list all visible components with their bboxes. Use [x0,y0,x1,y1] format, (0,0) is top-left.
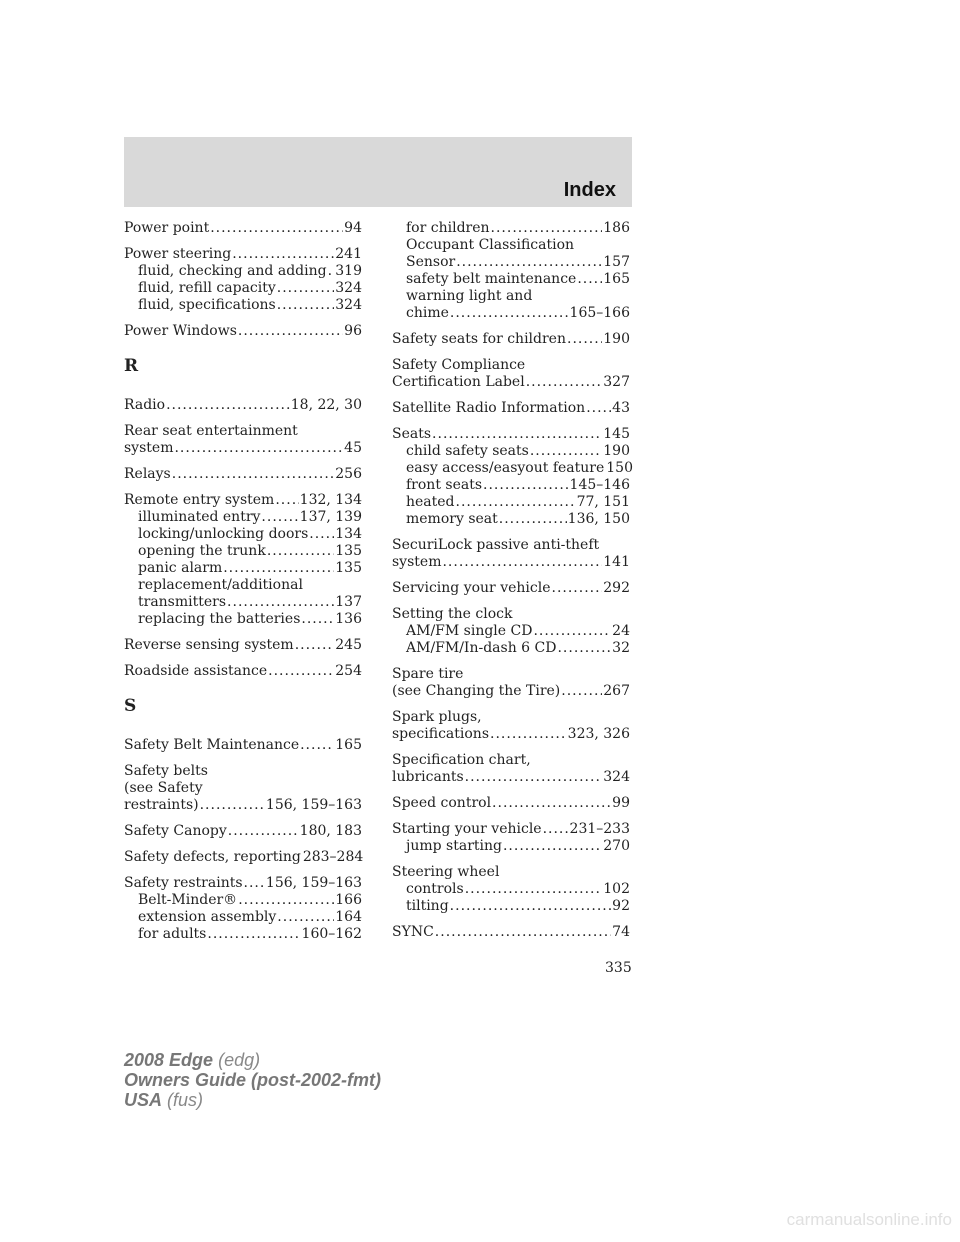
entry-text: replacing the batteries [138,611,301,627]
entry-text: jump starting [406,838,502,854]
entry-page-ref: 165 [603,271,630,287]
entry-text: (see Changing the Tire) [392,683,561,699]
index-entry [124,323,362,340]
entry-page-ref: 141 [603,554,630,570]
entry-page-ref: 156, 159–163 [265,875,362,891]
leader-dots [533,623,611,640]
index-entry [124,466,362,483]
index-entry [392,666,630,700]
index-entry-line [124,246,362,263]
index-entry-line [392,924,630,941]
footer-market: USA [124,1090,163,1110]
entry-text: Certification Label [392,374,525,390]
index-entry [392,752,630,786]
index-entry-line [392,821,630,838]
entry-text: panic alarm [138,560,223,576]
leader-dots [227,594,334,611]
leader-dots [277,297,335,314]
index-subentry-line [392,237,630,254]
footer-guide: Owners Guide (post-2002-fmt) [124,1070,382,1090]
entry-page-ref: 292 [603,580,630,596]
index-entry-line [124,780,362,797]
leader-dots [277,909,334,926]
entry-text: for children [406,220,490,236]
entry-text: illuminated entry [138,509,261,525]
entry-text: controls [406,881,464,897]
index-entry-line [124,637,362,654]
index-subentry-line [124,297,362,314]
leader-dots [200,797,265,814]
entry-text: chime [406,305,449,321]
leader-dots [174,440,343,457]
index-entry-line [124,797,362,814]
leader-dots [499,511,567,528]
entry-page-ref: 136 [335,611,362,627]
entry-text: Safety Compliance [392,357,526,373]
entry-page-ref: 74 [612,924,630,940]
entry-text: Spark plugs, [392,709,482,725]
entry-text: Satellite Radio Information [392,400,586,416]
index-column-right [392,220,633,950]
index-entry [124,220,362,237]
index-entry [124,823,362,840]
index-entry-line [392,606,630,623]
entry-text: SecuriLock passive anti-theft [392,537,600,553]
entry-page-ref: 190 [603,331,630,347]
leader-dots [490,726,567,743]
entry-page-ref: 256 [335,466,362,482]
index-entry-line [124,397,362,414]
leader-dots [465,769,603,786]
index-entry-line [392,426,630,443]
entry-text: heated [406,494,455,510]
footer-line-2 [124,1070,381,1090]
entry-page-ref: 150 [606,460,633,476]
leader-dots [300,737,334,754]
leader-dots [450,305,569,322]
entry-text: Remote entry system [124,492,275,508]
entry-text: system [124,440,174,456]
index-entry-line [392,864,630,881]
entry-page-ref: 137 [335,594,362,610]
leader-dots [268,663,334,680]
index-subentry-line [124,280,362,297]
index-subentry-line [392,511,630,528]
entry-text: Safety belts [124,763,208,779]
entry-text: Belt-Minder® [138,892,238,908]
entry-page-ref: 135 [335,560,362,576]
leader-dots [435,924,611,941]
entry-page-ref: 92 [612,898,630,914]
leader-dots [301,611,334,628]
leader-dots [295,637,335,654]
index-entry [392,864,630,915]
entry-text: replacement/additional [138,577,303,593]
entry-page-ref: 102 [603,881,630,897]
index-entry-line [392,769,630,786]
entry-text: extension assembly [138,909,277,925]
index-entry [124,246,362,314]
leader-dots [309,526,334,543]
leader-dots [166,397,290,414]
section-title: Index [563,179,616,201]
leader-dots [586,400,611,417]
footer-line-1 [124,1050,381,1070]
leader-dots [577,271,602,288]
entry-page-ref: 324 [603,769,630,785]
entry-page-ref: 324 [335,297,362,313]
footer-model: 2008 Edge [124,1050,214,1070]
index-subentry-line [124,926,362,943]
entry-text: Spare tire [392,666,464,682]
index-entry [392,331,630,348]
entry-text: Safety Canopy [124,823,227,839]
entry-page-ref: 323, 326 [567,726,630,742]
index-entry-line [392,331,630,348]
leader-dots [277,280,335,297]
index-entry-line [124,466,362,483]
leader-dots [210,220,343,237]
index-subentry-line [392,443,630,460]
index-subentry-line [392,494,630,511]
entry-text: for adults [138,926,207,942]
footer-line-3 [124,1090,381,1110]
entry-text: fluid, refill capacity [138,280,276,296]
entry-page-ref: 132, 134 [299,492,362,508]
leader-dots [328,263,335,280]
index-subentry-line [392,477,630,494]
index-entry [124,849,362,866]
entry-text: Power point [124,220,210,236]
index-entry-line [392,554,630,571]
leader-dots [238,323,343,340]
index-subentry-line [392,460,633,477]
entry-page-ref: 145 [603,426,630,442]
entry-page-ref: 324 [335,280,362,296]
entry-text: easy access/easyout feature [406,460,605,476]
entry-text: Reverse sensing system [124,637,294,653]
index-subentry-line [392,305,630,322]
index-subentry-line [392,881,630,898]
entry-page-ref: 134 [335,526,362,542]
index-entry-line [392,580,630,597]
footer-model-code: (edg) [218,1050,261,1070]
index-entry [124,737,362,754]
entry-page-ref: 327 [603,374,630,390]
entry-text: Safety defects, reporting [124,849,301,865]
entry-text: Occupant Classification [406,237,575,253]
leader-dots [567,331,602,348]
index-entry-line [124,875,362,892]
leader-dots [456,494,576,511]
index-subentry-line [392,288,630,305]
index-entry-line [124,849,362,866]
index-entry [124,763,362,814]
entry-page-ref: 165 [335,737,362,753]
leader-dots [456,254,602,271]
entry-text: Rear seat entertainment [124,423,298,439]
entry-text: Power steering [124,246,232,262]
entry-page-ref: 231–233 [569,821,630,837]
index-entry [124,637,362,654]
index-entry [124,397,362,414]
entry-page-ref: 180, 183 [299,823,362,839]
entry-page-ref: 270 [603,838,630,854]
index-entry [124,663,362,680]
index-entry-line [124,663,362,680]
index-entry-line [124,220,362,237]
entry-text: system [392,554,442,570]
entry-page-ref: 157 [603,254,630,270]
entry-text: warning light and [406,288,533,304]
entry-text: transmitters [138,594,227,610]
index-subentry-line [392,640,630,657]
entry-text: safety belt maintenance [406,271,577,287]
index-entry-line [124,737,362,754]
entry-text: SYNC [392,924,434,940]
entry-page-ref: 135 [335,543,362,559]
entry-text: Specification chart, [392,752,531,768]
entry-text: Safety Belt Maintenance [124,737,300,753]
entry-text: Safety restraints [124,875,243,891]
watermark: carmanualsonline.info [786,1210,952,1229]
entry-text: Radio [124,397,166,413]
entry-page-ref: 96 [344,323,362,339]
leader-dots [503,838,602,855]
index-entry [124,423,362,457]
page-number: 335 [605,960,632,976]
entry-page-ref: 32 [612,640,630,656]
entry-page-ref: 254 [335,663,362,679]
index-entry [392,426,633,528]
index-subentry-line [124,909,362,926]
entry-text: lubricants [392,769,464,785]
leader-dots [232,246,334,263]
leader-dots [228,823,299,840]
index-entry-line [392,537,630,554]
index-entry-line [392,726,630,743]
index-entry [124,875,362,943]
leader-dots [483,477,569,494]
index-entry-line [124,440,362,457]
entry-text: Steering wheel [392,864,500,880]
entry-text: (see Safety [124,780,203,796]
index-entry-line [124,823,362,840]
footer [124,1050,381,1110]
index-entry [392,357,630,391]
index-entry [392,924,630,941]
entry-text: Setting the clock [392,606,513,622]
index-entry [392,821,630,855]
entry-page-ref: 319 [335,263,362,279]
entry-text: Relays [124,466,171,482]
index-subentry-line [124,509,362,526]
entry-page-ref: 245 [335,637,362,653]
index-subentry-line [392,623,630,640]
index-entry [392,795,630,812]
section-letter: R [124,356,139,376]
index-entry [124,492,362,628]
entry-page-ref: 156, 159–163 [265,797,362,813]
entry-text: Seats [392,426,432,442]
section-letter: S [124,696,137,716]
index-entry [392,606,630,657]
index-subentry-line [392,898,630,915]
entry-text: opening the trunk [138,543,266,559]
index-subentry-line [124,611,362,628]
entry-text: memory seat [406,511,498,527]
entry-page-ref: 160–162 [301,926,362,942]
index-entry-line [124,423,362,440]
index-subentry-line [124,263,362,280]
index-subentry-line [392,838,630,855]
entry-text: front seats [406,477,483,493]
leader-dots [530,443,602,460]
entry-page-ref: 94 [344,220,362,236]
leader-dots [442,554,602,571]
entry-page-ref: 165–166 [569,305,630,321]
index-entry [392,220,630,322]
entry-page-ref: 267 [603,683,630,699]
leader-dots [267,543,334,560]
entry-page-ref: 99 [612,795,630,811]
leader-dots [207,926,300,943]
leader-dots [543,821,569,838]
index-subentry-line [124,892,362,909]
index-entry [392,580,630,597]
entry-text: specifications [392,726,490,742]
leader-dots [244,875,265,892]
entry-text: Power Windows [124,323,237,339]
leader-dots [491,220,603,237]
footer-market-code: (fus) [167,1090,204,1110]
leader-dots [275,492,298,509]
entry-page-ref: 186 [603,220,630,236]
entry-page-ref: 190 [603,443,630,459]
index-entry-line [392,357,630,374]
entry-page-ref: 24 [612,623,630,639]
entry-page-ref: 43 [612,400,630,416]
leader-dots [526,374,603,391]
entry-text: fluid, checking and adding [138,263,327,279]
entry-text: Safety seats for children [392,331,566,347]
index-subentry-line [124,543,362,560]
entry-page-ref: 45 [344,440,362,456]
entry-page-ref: 77, 151 [576,494,630,510]
index-entry-line [392,752,630,769]
entry-text: Starting your vehicle [392,821,542,837]
entry-text: AM/FM single CD [406,623,533,639]
entry-text: child safety seats [406,443,529,459]
entry-text: fluid, specifications [138,297,276,313]
leader-dots [465,881,603,898]
leader-dots [552,580,603,597]
entry-text: tilting [406,898,449,914]
entry-text: locking/unlocking doors [138,526,309,542]
leader-dots [432,426,602,443]
index-column-left [124,220,362,952]
entry-page-ref: 18, 22, 30 [290,397,362,413]
entry-page-ref: 164 [335,909,362,925]
index-entry-line [392,666,630,683]
entry-page-ref: 283–284 [302,849,364,865]
leader-dots [561,683,602,700]
leader-dots [261,509,298,526]
leader-dots [172,466,335,483]
index-entry-line [124,492,362,509]
index-subentry-line [392,271,630,288]
index-entry-line [392,683,630,700]
entry-text: restraints) [124,797,199,813]
index-entry [392,400,630,417]
header-band [124,137,632,207]
entry-text: Sensor [406,254,456,270]
index-subentry-line [124,594,362,611]
index-entry-line [124,323,362,340]
leader-dots [238,892,334,909]
index-entry-line [392,374,630,391]
index-entry-line [392,709,630,726]
index-entry-line [124,763,362,780]
index-entry [392,537,630,571]
entry-page-ref: 136, 150 [567,511,630,527]
entry-text: Roadside assistance [124,663,268,679]
index-subentry-line [124,526,362,543]
entry-page-ref: 145–146 [569,477,630,493]
entry-text: AM/FM/In-dash 6 CD [406,640,557,656]
index-subentry-line [124,560,362,577]
index-subentry-line [124,577,362,594]
leader-dots [450,898,612,915]
index-subentry-line [392,254,630,271]
leader-dots [492,795,611,812]
leader-dots [223,560,334,577]
entry-page-ref: 137, 139 [299,509,362,525]
entry-page-ref: 166 [335,892,362,908]
leader-dots [557,640,611,657]
entry-text: Servicing your vehicle [392,580,551,596]
entry-text: Speed control [392,795,492,811]
index-entry [392,709,630,743]
index-entry-line [392,400,630,417]
index-entry-line [392,795,630,812]
index-subentry-line [392,220,630,237]
entry-page-ref: 241 [335,246,362,262]
